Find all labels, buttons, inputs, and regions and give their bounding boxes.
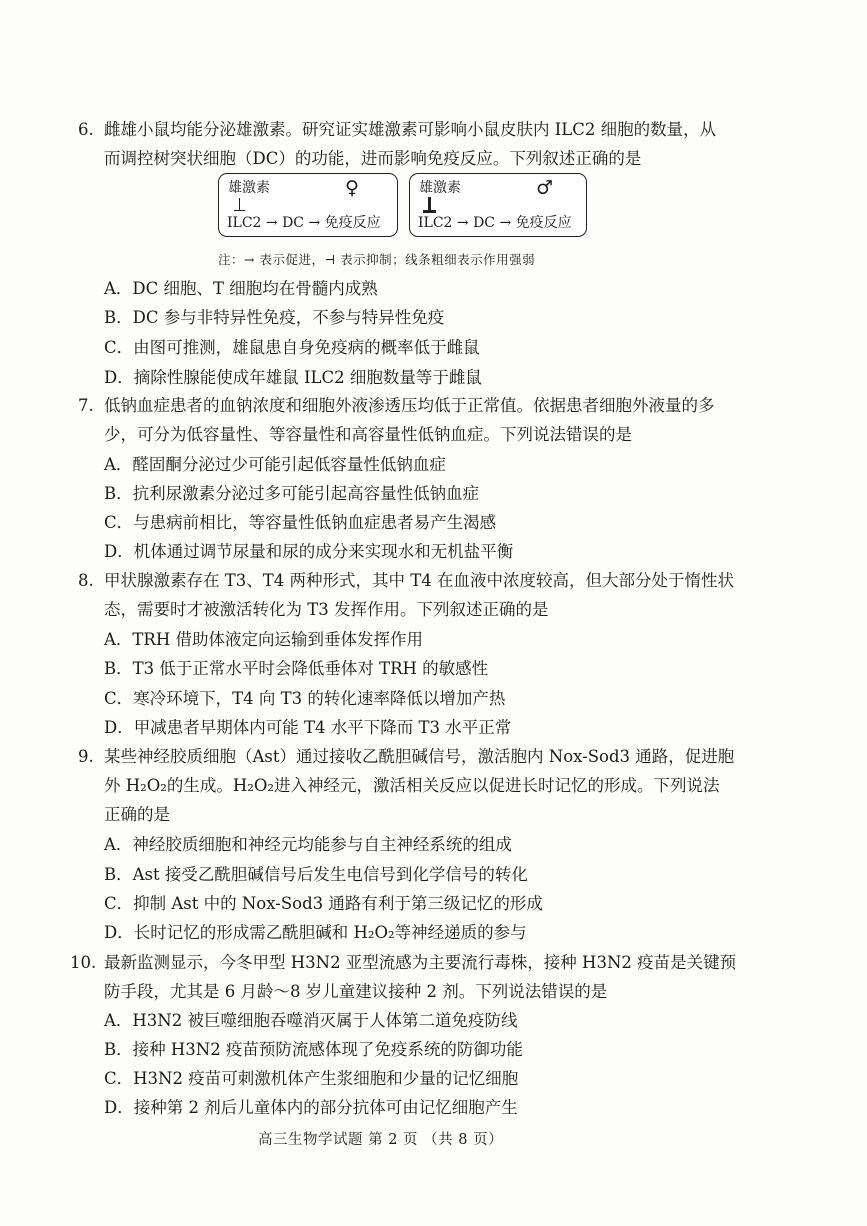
question-9-option-d: D．长时记忆的形成需乙酰胆碱和 H₂O₂等神经递质的参与	[104, 923, 527, 942]
question-9-line-1: 某些神经胶质细胞（Ast）通过接收乙酰胆碱信号，激活胞内 Nox-Sod3 通路，促进胞	[104, 747, 735, 766]
question-9-option-b: B．Ast 接受乙酰胆碱信号后发生电信号到化学信号的转化	[104, 865, 528, 884]
question-6-option-b: B．DC 参与非特异性免疫，不参与特异性免疫	[104, 308, 445, 327]
question-6-option-c: C．由图可推测，雄鼠患自身免疫病的概率低于雌鼠	[104, 338, 480, 357]
male-symbol-icon: ♂	[536, 177, 554, 199]
question-10-option-a: A．H3N2 被巨噬细胞吞噬消灭属于人体第二道免疫防线	[104, 1011, 518, 1030]
page-footer: 高三生物学试题 第 2 页 （共 8 页）	[258, 1132, 504, 1148]
question-6-option-d: D．摘除性腺能使成年雄鼠 ILC2 细胞数量等于雌鼠	[104, 368, 482, 387]
question-10-option-d: D．接种第 2 剂后儿童体内的部分抗体可由记忆细胞产生	[104, 1098, 518, 1117]
flow-female: ILC2 → DC → 免疫反应	[227, 215, 381, 231]
question-6-option-a: A．DC 细胞、T 细胞均在骨髓内成熟	[104, 279, 378, 298]
inhibit-line-strong	[428, 197, 431, 211]
question-10-line-2: 防手段，尤其是 6 月龄～8 岁儿童建议接种 2 剂。下列说法错误的是	[104, 982, 608, 1001]
question-8-option-a: A．TRH 借助体液定向运输到垂体发挥作用	[104, 630, 423, 649]
question-7-option-b: B．抗利尿激素分泌过多可能引起高容量性低钠血症	[104, 484, 480, 503]
question-10-option-c: C．H3N2 疫苗可刺激机体产生浆细胞和少量的记忆细胞	[104, 1069, 519, 1088]
hormone-label-female: 雄激素	[228, 180, 270, 196]
figure-panel-female	[218, 173, 398, 237]
question-8-option-b: B．T3 低于正常水平时会降低垂体对 TRH 的敏感性	[104, 659, 489, 678]
question-9-number: 9.	[78, 747, 94, 766]
question-7-number: 7.	[78, 396, 94, 415]
question-10-option-b: B．接种 H3N2 疫苗预防流感体现了免疫系统的防御功能	[104, 1040, 523, 1059]
inhibit-line-weak	[239, 198, 240, 210]
question-7-line-2: 少，可分为低容量性、等容量性和高容量性低钠血症。下列说法错误的是	[104, 425, 632, 444]
hormone-label-male: 雄激素	[419, 180, 461, 196]
question-7-option-d: D．机体通过调节尿量和尿的成分来实现水和无机盐平衡	[104, 542, 514, 561]
figure-note: 注：→ 表示促进，⊣ 表示抑制；线条粗细表示作用强弱	[218, 252, 536, 267]
figure-panel-male	[409, 173, 587, 237]
question-9-option-c: C．抑制 Ast 中的 Nox-Sod3 通路有利于第三级记忆的形成	[104, 894, 543, 913]
question-9-line-3: 正确的是	[104, 805, 170, 824]
question-6-line-1: 雌雄小鼠均能分泌雄激素。研究证实雄激素可影响小鼠皮肤内 ILC2 细胞的数量，从	[104, 120, 717, 139]
question-6-line-2: 而调控树突状细胞（DC）的功能，进而影响免疫反应。下列叙述正确的是	[104, 149, 642, 168]
question-8-option-d: D．甲减患者早期体内可能 T4 水平下降而 T3 水平正常	[104, 718, 512, 737]
question-8-line-1: 甲状腺激素存在 T3、T4 两种形式，其中 T4 在血液中浓度较高，但大部分处于惰性状	[104, 571, 734, 590]
question-10-number: 10.	[70, 953, 97, 972]
question-7-option-a: A．醛固酮分泌过少可能引起低容量性低钠血症	[104, 455, 446, 474]
inhibit-bar-strong	[423, 210, 436, 213]
question-8-line-2: 态，需要时才被激活转化为 T3 发挥作用。下列叙述正确的是	[104, 600, 549, 619]
flow-male: ILC2 → DC → 免疫反应	[418, 215, 572, 231]
question-9-option-a: A．神经胶质细胞和神经元均能参与自主神经系统的组成	[104, 835, 512, 854]
question-7-line-1: 低钠血症患者的血钠浓度和细胞外液渗透压均低于正常值。依据患者细胞外液量的多	[104, 396, 715, 415]
question-6-number: 6.	[78, 120, 94, 139]
question-10-line-1: 最新监测显示，今冬甲型 H3N2 亚型流感为主要流行毒株，接种 H3N2 疫苗是关键预	[104, 953, 737, 972]
question-7-option-c: C．与患病前相比，等容量性低钠血症患者易产生渴感	[104, 513, 497, 532]
question-8-option-c: C．寒冷环境下，T4 向 T3 的转化速率降低以增加产热	[104, 689, 506, 708]
female-symbol-icon: ♀	[345, 177, 359, 199]
question-9-line-2: 外 H₂O₂的生成。H₂O₂进入神经元，激活相关反应以促进长时记忆的形成。下列说法	[104, 776, 720, 795]
question-8-number: 8.	[78, 571, 94, 590]
inhibit-bar-weak	[234, 210, 245, 211]
